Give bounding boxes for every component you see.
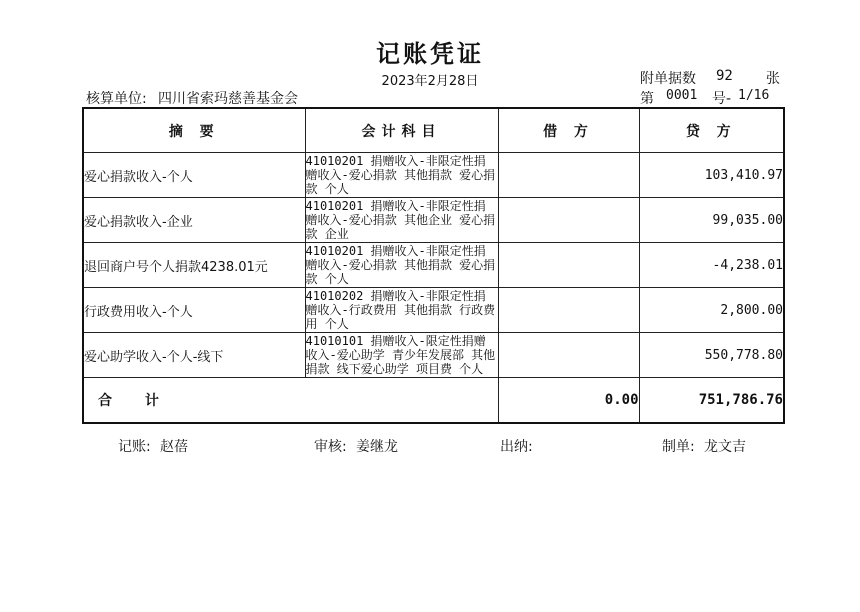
- bookkeeper-label: 记账:: [118, 439, 151, 455]
- row-credit: 2,800.00: [639, 288, 784, 333]
- row-account: 41010201 捐赠收入-非限定性捐赠收入-爱心捐款 其他企业 爱心捐款 企业: [305, 198, 498, 243]
- total-credit: 751,786.76: [639, 378, 784, 424]
- total-row: [83, 378, 784, 424]
- row-summary: 爱心助学收入-个人-线下: [83, 333, 305, 378]
- voucher-page: 1/16: [738, 88, 770, 103]
- row-debit: [498, 288, 639, 333]
- row-credit: 99,035.00: [639, 198, 784, 243]
- row-debit: [498, 198, 639, 243]
- row-account: 41010201 捐赠收入-非限定性捐赠收入-爱心捐款 其他捐款 爱心捐款 个人: [305, 243, 498, 288]
- preparer-label: 制单:: [662, 439, 695, 455]
- table-row: [83, 288, 784, 333]
- accounting-unit-name: 四川省索玛慈善基金会: [158, 91, 298, 107]
- row-credit: 103,410.97: [639, 153, 784, 198]
- table-row: [83, 333, 784, 378]
- preparer-name: 龙文吉: [704, 439, 746, 455]
- table-row: [83, 153, 784, 198]
- voucher-title: 记账凭证: [376, 40, 484, 68]
- voucher-number-suffix: 号-: [712, 91, 732, 107]
- voucher-date: 2023年2月28日: [381, 74, 479, 89]
- row-debit: [498, 243, 639, 288]
- row-summary: 行政费用收入-个人: [83, 288, 305, 333]
- table-header-row: [83, 108, 784, 153]
- row-debit: [498, 153, 639, 198]
- row-summary: 爱心捐款收入-企业: [83, 198, 305, 243]
- total-debit: 0.00: [498, 378, 639, 424]
- row-credit: 550,778.80: [639, 333, 784, 378]
- voucher-table: [82, 107, 785, 424]
- row-summary: 爱心捐款收入-个人: [83, 153, 305, 198]
- attachments-unit: 张: [766, 71, 780, 87]
- column-header-debit: 借 方: [498, 108, 639, 153]
- reviewer-label: 审核:: [314, 439, 347, 455]
- attachments-label: 附单据数: [640, 71, 696, 87]
- row-account: 41010202 捐赠收入-非限定性捐赠收入-行政费用 其他捐款 行政费用 个人: [305, 288, 498, 333]
- column-header-summary: 摘 要: [83, 108, 305, 153]
- bookkeeper-name: 赵蓓: [160, 439, 188, 455]
- row-account: 41010201 捐赠收入-非限定性捐赠收入-爱心捐款 其他捐款 爱心捐款 个人: [305, 153, 498, 198]
- row-account: 41010101 捐赠收入-限定性捐赠收入-爱心助学 青少年发展部 其他捐款 线下爱心助学 项目费 个人: [305, 333, 498, 378]
- voucher-number-label: 第: [640, 91, 654, 107]
- voucher-number: 0001: [666, 88, 698, 103]
- table-row: [83, 198, 784, 243]
- row-credit: -4,238.01: [639, 243, 784, 288]
- column-header-credit: 贷 方: [639, 108, 784, 153]
- table-row: [83, 243, 784, 288]
- cashier-label: 出纳:: [500, 439, 533, 455]
- row-summary: 退回商户号个人捐款4238.01元: [83, 243, 305, 288]
- attachments-count: 92: [716, 68, 733, 84]
- column-header-account: 会计科目: [305, 108, 498, 153]
- total-label: 合 计: [83, 378, 498, 424]
- accounting-unit-label: 核算单位:: [86, 91, 147, 107]
- reviewer-name: 姜继龙: [356, 439, 398, 455]
- row-debit: [498, 333, 639, 378]
